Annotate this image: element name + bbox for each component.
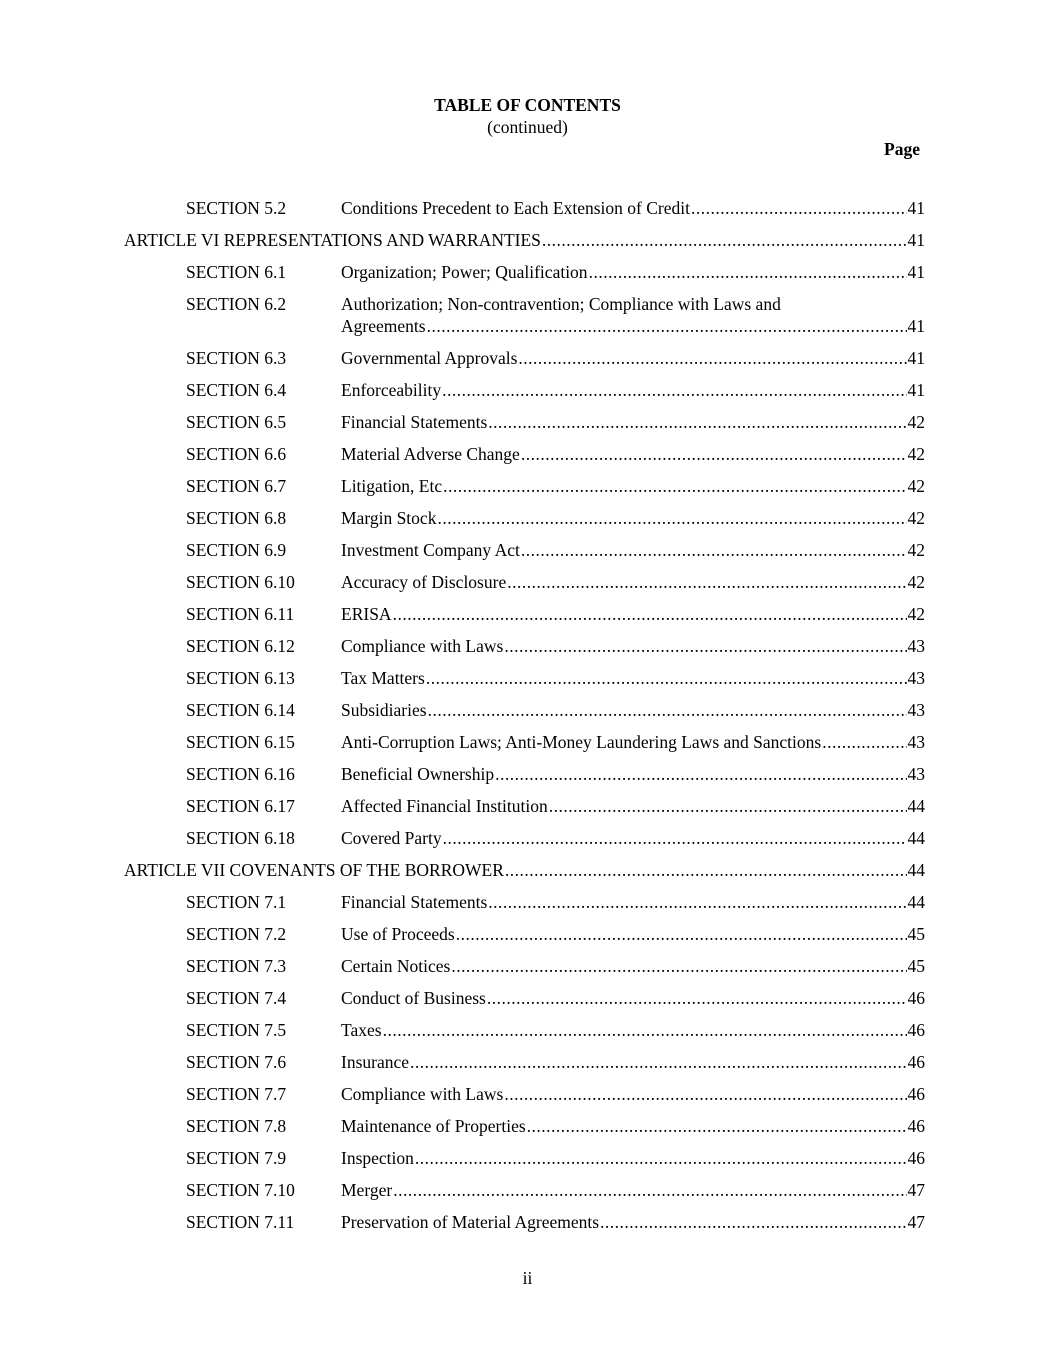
section-number: SECTION 6.3 [186,348,287,368]
entry-title: Financial Statements [341,892,488,912]
entry-title-block [341,891,925,913]
entry-leader-line [341,379,925,401]
entry-title-first-line: Authorization; Non-contravention; Compliance with Laws and [341,294,781,314]
entry-page-number: 44 [907,892,925,912]
section-number: SECTION 7.10 [186,1180,295,1200]
entry-title-block [341,197,925,219]
entry-title-block [341,667,925,689]
entry-title: Enforceability [341,380,442,400]
entry-title: Merger [341,1180,393,1200]
entry-leader-line [341,475,925,497]
dot-leader [589,261,907,283]
toc-title: TABLE OF CONTENTS [434,95,621,115]
entry-page-number: 41 [907,348,925,368]
section-number: SECTION 6.16 [186,764,295,784]
dot-leader [451,955,906,977]
entry-title: Anti-Corruption Laws; Anti-Money Laundering Laws and Sanctions [341,732,822,752]
dot-leader [427,315,907,337]
toc-article-entry[interactable] [0,859,1055,891]
entry-page-number: 45 [907,956,925,976]
entry-leader-line [341,1083,925,1105]
entry-title-block [341,1019,925,1041]
entry-title: Beneficial Ownership [341,764,495,784]
section-number: SECTION 7.8 [186,1116,287,1136]
entry-title-block [341,443,925,465]
toc-section-entry[interactable] [0,261,1055,293]
entry-title: Inspection [341,1148,414,1168]
dot-leader [600,1211,906,1233]
entry-page-number: 44 [907,828,925,848]
toc-section-entry[interactable] [0,347,1055,379]
entry-title-block [124,859,925,881]
entry-title-block [341,293,925,337]
section-number: SECTION 7.6 [186,1052,287,1072]
dot-leader [495,763,906,785]
entry-title-block [124,229,925,251]
entry-leader-line [341,923,925,945]
entry-title: Agreements [341,316,426,336]
dot-leader [691,197,907,219]
toc-section-entry[interactable] [0,1211,1055,1243]
section-number: SECTION 6.6 [186,444,287,464]
page-column-label: Page [884,139,920,159]
toc-section-entry[interactable] [0,379,1055,411]
dot-leader [410,1051,906,1073]
dot-leader [504,1083,906,1105]
dot-leader [505,859,907,881]
dot-leader [518,347,906,369]
toc-section-entry[interactable] [0,1019,1055,1051]
entry-leader-line [341,795,925,817]
section-number: SECTION 7.11 [186,1212,295,1232]
section-number: SECTION 6.8 [186,508,287,528]
entry-title-block [341,763,925,785]
toc-section-entry[interactable] [0,293,1055,347]
entry-title: ARTICLE VI REPRESENTATIONS AND WARRANTIES [124,230,541,250]
entry-page-number: 43 [907,764,925,784]
dot-leader [393,603,907,625]
entry-leader-line [341,827,925,849]
dot-leader [488,891,906,913]
entry-leader-line [341,955,925,977]
entry-title-block [341,261,925,283]
toc-list [0,197,1055,1243]
toc-section-entry[interactable] [0,763,1055,795]
entry-title: Subsidiaries [341,700,427,720]
page-number: ii [522,1268,533,1288]
entry-leader-line [341,197,925,219]
dot-leader [426,667,907,689]
entry-page-number: 42 [907,476,925,496]
entry-title: Accuracy of Disclosure [341,572,507,592]
entry-leader-line [341,507,925,529]
entry-title-block [341,1051,925,1073]
entry-leader-line [341,1147,925,1169]
entry-title: Financial Statements [341,412,488,432]
toc-section-entry[interactable] [0,1147,1055,1179]
dot-leader [507,571,906,593]
dot-leader [415,1147,907,1169]
section-number: SECTION 7.9 [186,1148,287,1168]
entry-page-number: 43 [907,732,925,752]
entry-title-block [341,1147,925,1169]
entry-page-number: 44 [907,796,925,816]
section-number: SECTION 5.2 [186,198,287,218]
section-number: SECTION 7.2 [186,924,287,944]
entry-leader-line [341,987,925,1009]
entry-title-block [341,1115,925,1137]
toc-section-entry[interactable] [0,539,1055,571]
entry-title: Compliance with Laws [341,1084,504,1104]
toc-section-entry[interactable] [0,1083,1055,1115]
section-number: SECTION 6.1 [186,262,287,282]
toc-section-entry[interactable] [0,411,1055,443]
entry-title-block [341,635,925,657]
dot-leader [504,635,906,657]
dot-leader [521,443,907,465]
section-number: SECTION 6.18 [186,828,295,848]
entry-title-block [341,347,925,369]
entry-page-number: 41 [907,230,925,250]
entry-title: Organization; Power; Qualification [341,262,588,282]
section-number: SECTION 6.11 [186,604,295,624]
entry-title-block [341,1211,925,1233]
dot-leader [428,699,907,721]
entry-leader-line [341,1051,925,1073]
dot-leader [437,507,906,529]
entry-page-number: 46 [907,1116,925,1136]
dot-leader [456,923,907,945]
entry-page-number: 42 [907,540,925,560]
entry-page-number: 47 [907,1212,925,1232]
entry-title: Use of Proceeds [341,924,455,944]
entry-leader-line [341,261,925,283]
section-number: SECTION 6.5 [186,412,287,432]
entry-title-block [341,955,925,977]
entry-leader-line [341,603,925,625]
section-number: SECTION 6.10 [186,572,295,592]
toc-article-entry[interactable] [0,229,1055,261]
toc-section-entry[interactable] [0,635,1055,667]
entry-leader-line [341,635,925,657]
entry-page-number: 42 [907,412,925,432]
entry-title-block [341,379,925,401]
entry-title: Affected Financial Institution [341,796,548,816]
entry-title-block [341,731,925,753]
entry-title-block [341,539,925,561]
entry-page-number: 41 [907,316,925,336]
entry-title: Conditions Precedent to Each Extension of Credit [341,198,690,218]
entry-title-block [341,987,925,1009]
entry-title: Tax Matters [341,668,425,688]
dot-leader [488,411,906,433]
entry-leader-line [124,859,925,881]
dot-leader [549,795,907,817]
entry-leader-line [341,1211,925,1233]
entry-page-number: 44 [907,860,925,880]
dot-leader [521,539,907,561]
entry-title: Covered Party [341,828,442,848]
toc-section-entry[interactable] [0,955,1055,987]
entry-title-block [341,603,925,625]
entry-leader-line [341,315,925,337]
entry-leader-line [341,1019,925,1041]
toc-section-entry[interactable] [0,1115,1055,1147]
entry-leader-line [341,347,925,369]
entry-title: Litigation, Etc [341,476,443,496]
toc-section-entry[interactable] [0,475,1055,507]
toc-section-entry[interactable] [0,571,1055,603]
toc-section-entry[interactable] [0,1051,1055,1083]
entry-title: Taxes [341,1020,382,1040]
entry-title-block [341,795,925,817]
section-number: SECTION 7.4 [186,988,287,1008]
section-number: SECTION 6.2 [186,294,287,314]
entry-title: ARTICLE VII COVENANTS OF THE BORROWER [124,860,504,880]
entry-title: Maintenance of Properties [341,1116,526,1136]
entry-leader-line [341,1115,925,1137]
section-number: SECTION 6.9 [186,540,287,560]
dot-leader [527,1115,907,1137]
toc-section-entry[interactable] [0,699,1055,731]
section-number: SECTION 6.17 [186,796,295,816]
dot-leader [822,731,906,753]
toc-section-entry[interactable] [0,795,1055,827]
section-number: SECTION 6.13 [186,668,295,688]
entry-title-block [341,699,925,721]
entry-page-number: 46 [907,1084,925,1104]
entry-title: Insurance [341,1052,410,1072]
section-number: SECTION 6.4 [186,380,287,400]
section-number: SECTION 7.3 [186,956,287,976]
entry-leader-line [341,667,925,689]
entry-leader-line [341,443,925,465]
toc-section-entry[interactable] [0,197,1055,229]
section-number: SECTION 6.7 [186,476,287,496]
entry-title-block [341,1179,925,1201]
entry-title: Preservation of Material Agreements [341,1212,600,1232]
entry-leader-line [124,229,925,251]
section-number: SECTION 7.7 [186,1084,287,1104]
entry-page-number: 45 [907,924,925,944]
section-number: SECTION 7.5 [186,1020,287,1040]
entry-title-block [341,923,925,945]
entry-page-number: 42 [907,572,925,592]
section-number: SECTION 6.15 [186,732,295,752]
entry-leader-line [341,1179,925,1201]
entry-page-number: 42 [907,508,925,528]
entry-title-block [341,827,925,849]
toc-section-entry[interactable] [0,603,1055,635]
dot-leader [443,827,907,849]
entry-title: Investment Company Act [341,540,520,560]
entry-page-number: 46 [907,1148,925,1168]
toc-section-entry[interactable] [0,1179,1055,1211]
entry-title-block [341,411,925,433]
entry-title: Certain Notices [341,956,451,976]
entry-leader-line [341,699,925,721]
entry-page-number: 41 [907,198,925,218]
entry-page-number: 42 [907,604,925,624]
toc-section-entry[interactable] [0,923,1055,955]
entry-leader-line [341,891,925,913]
toc-section-entry[interactable] [0,443,1055,475]
entry-title-block [341,1083,925,1105]
toc-section-entry[interactable] [0,507,1055,539]
entry-title: Compliance with Laws [341,636,504,656]
toc-section-entry[interactable] [0,987,1055,1019]
section-number: SECTION 7.1 [186,892,287,912]
entry-title-block [341,571,925,593]
toc-subtitle: (continued) [487,117,568,137]
toc-section-entry[interactable] [0,891,1055,923]
entry-title: Material Adverse Change [341,444,520,464]
entry-title-block [341,475,925,497]
entry-leader-line [341,763,925,785]
entry-page-number: 43 [907,668,925,688]
entry-page-number: 43 [907,700,925,720]
entry-page-number: 47 [907,1180,925,1200]
entry-leader-line [341,731,925,753]
section-number: SECTION 6.12 [186,636,295,656]
toc-section-entry[interactable] [0,731,1055,763]
section-number: SECTION 6.14 [186,700,295,720]
entry-title-block [341,507,925,529]
entry-page-number: 46 [907,988,925,1008]
dot-leader [542,229,907,251]
entry-leader-line [341,539,925,561]
dot-leader [487,987,907,1009]
dot-leader [383,1019,907,1041]
entry-page-number: 43 [907,636,925,656]
entry-title: Margin Stock [341,508,437,528]
dot-leader [393,1179,906,1201]
entry-page-number: 46 [907,1020,925,1040]
entry-page-number: 41 [907,262,925,282]
entry-leader-line [341,571,925,593]
toc-section-entry[interactable] [0,667,1055,699]
entry-title: Governmental Approvals [341,348,518,368]
dot-leader [442,379,906,401]
entry-page-number: 41 [907,380,925,400]
entry-page-number: 46 [907,1052,925,1072]
entry-title: ERISA [341,604,392,624]
dot-leader [443,475,906,497]
entry-title: Conduct of Business [341,988,486,1008]
entry-leader-line [341,411,925,433]
entry-page-number: 42 [907,444,925,464]
toc-section-entry[interactable] [0,827,1055,859]
